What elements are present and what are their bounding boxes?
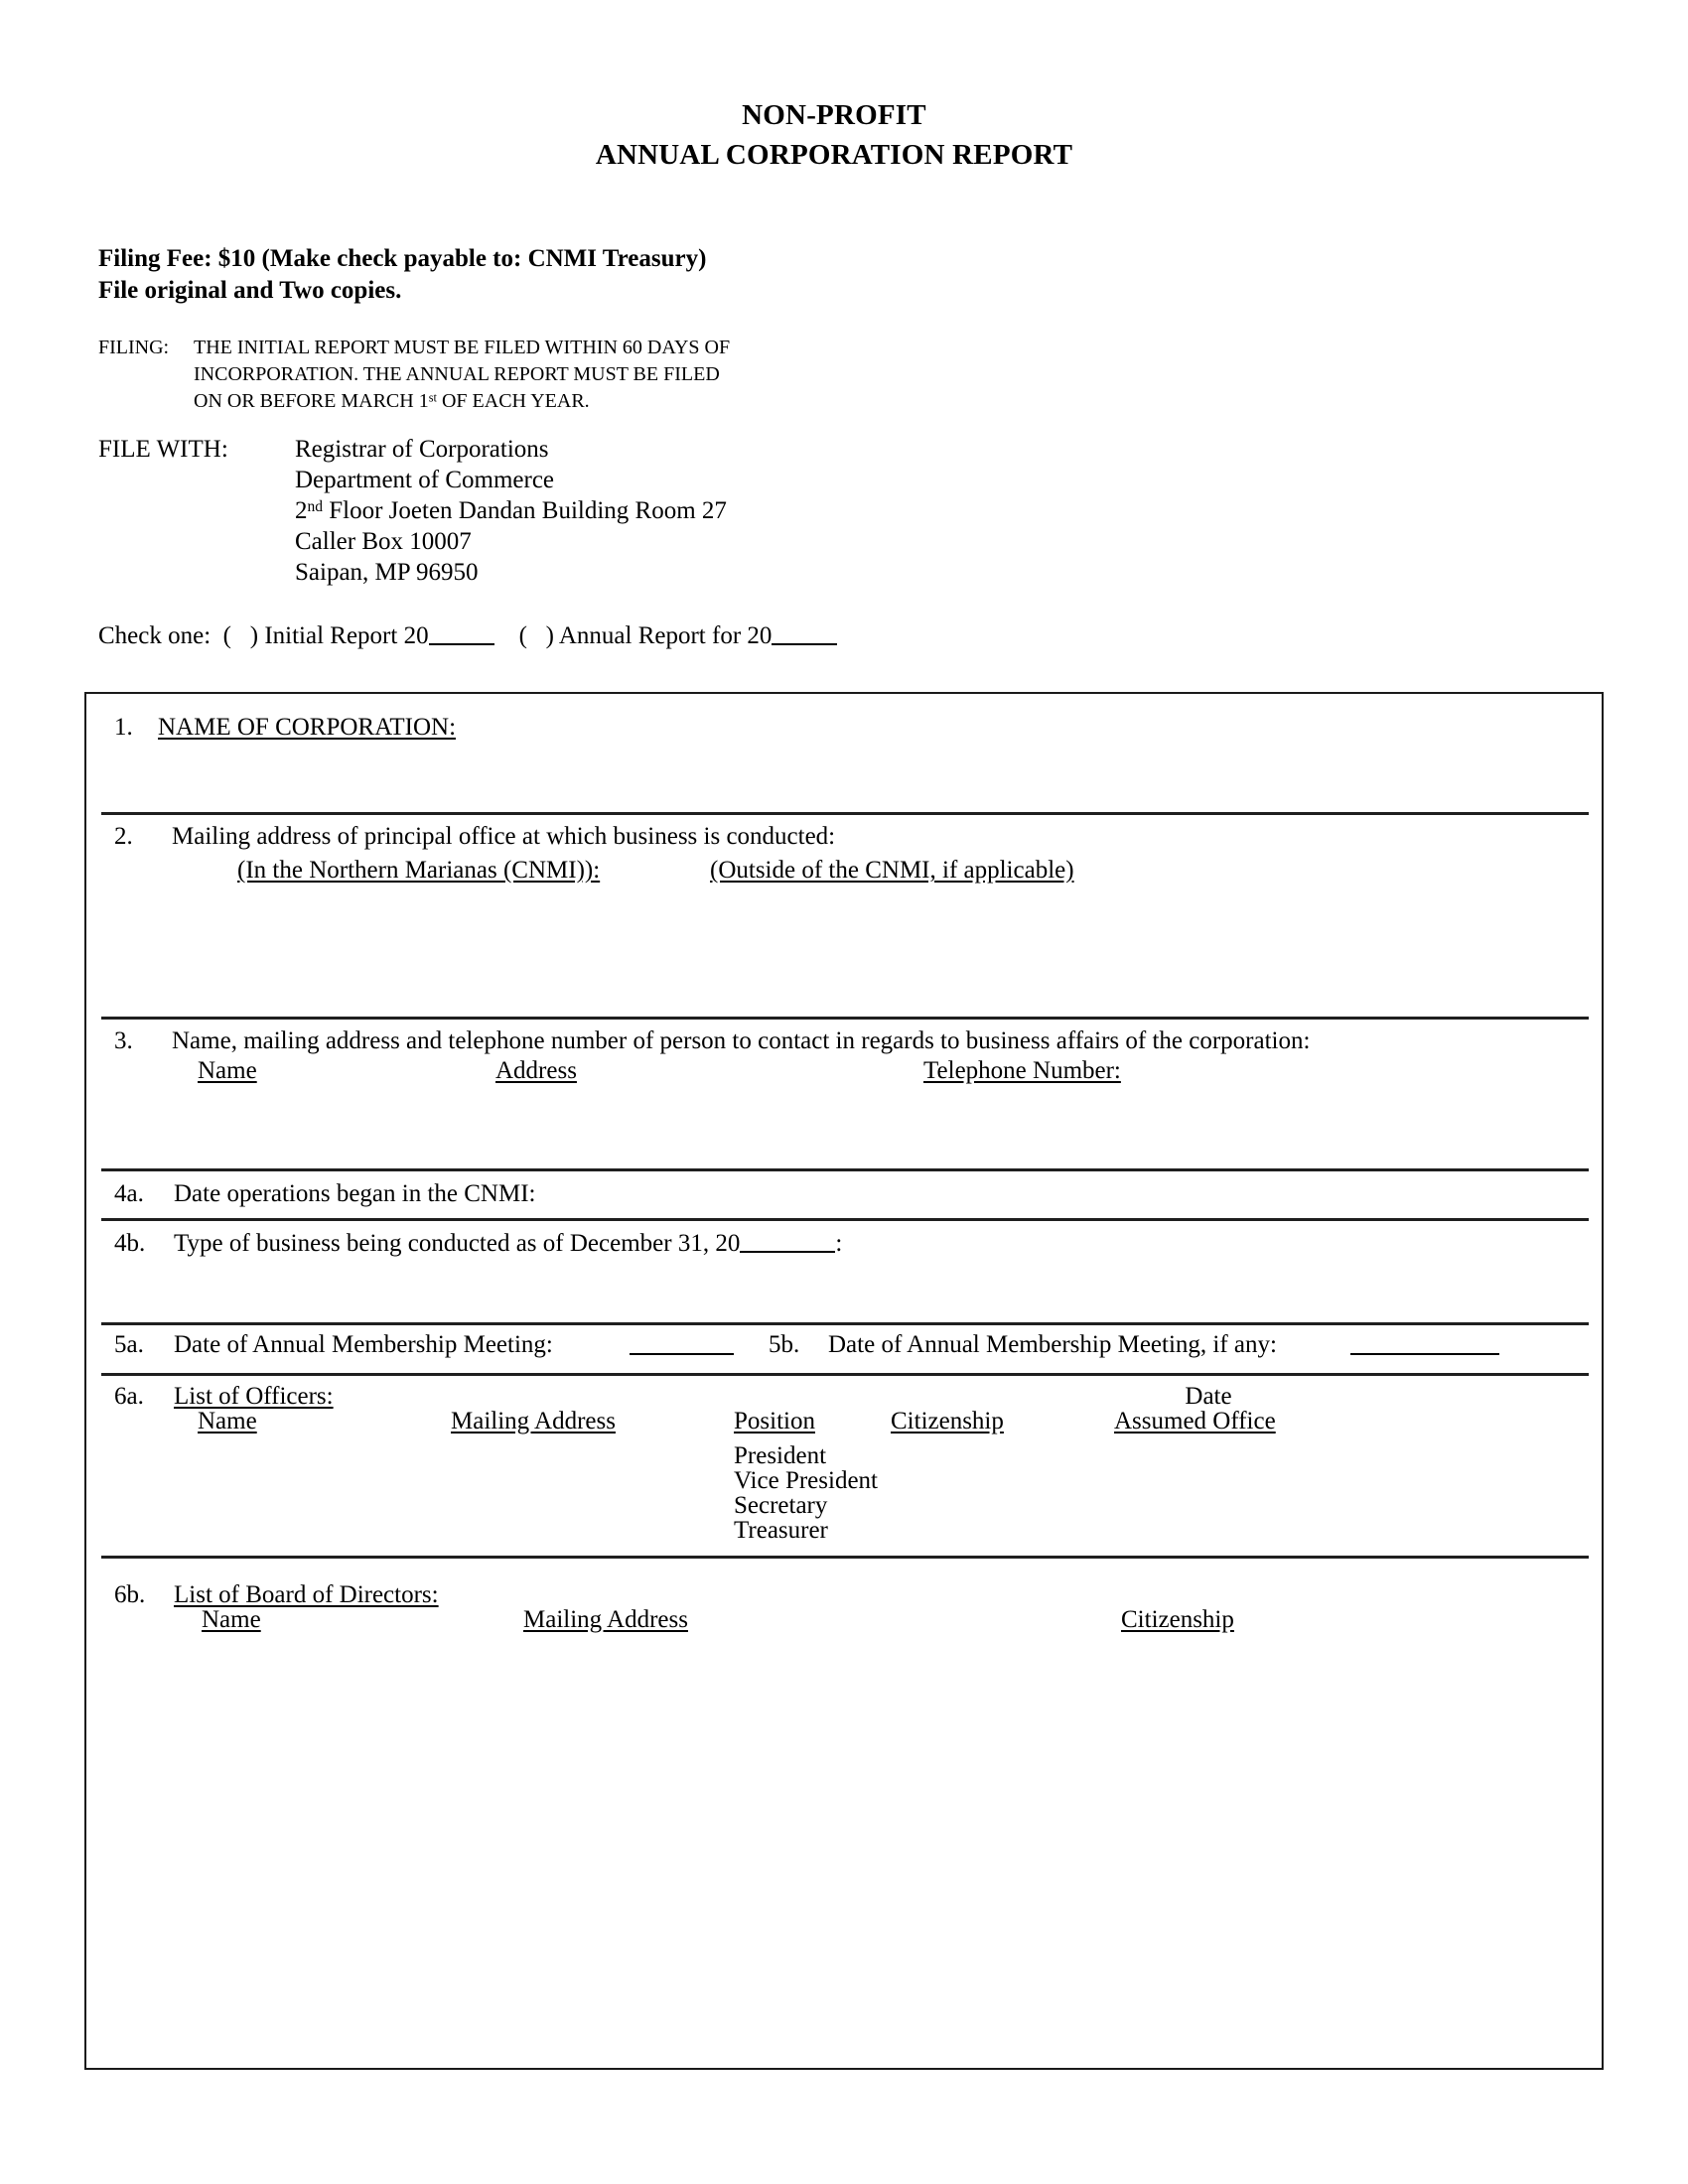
item4b-label-pre: Type of business being conducted as of December 31, 20 — [174, 1230, 741, 1257]
item6a-position-treasurer: Treasurer — [734, 1517, 828, 1544]
file-with-line3-pre: 2 — [295, 497, 308, 524]
item6a-header-assumed-office: Assumed Office — [1114, 1408, 1276, 1434]
file-with-line3-ordinal: nd — [307, 498, 323, 516]
item4b-label-post: : — [835, 1230, 843, 1257]
item4a-answer-area[interactable] — [603, 1178, 1566, 1212]
item2-label: Mailing address of principal office at which business is conducted: — [172, 823, 836, 850]
file-with-line3-post: Floor Joeten Dandan Building Room 27 — [323, 497, 727, 524]
document-title — [0, 95, 1688, 175]
item6a-citizenship-answer-area[interactable] — [881, 1438, 1566, 1548]
item5b-label: Date of Annual Membership Meeting, if any: — [828, 1331, 1277, 1358]
item6a-position-secretary: Secretary — [734, 1492, 828, 1519]
item2-number: 2. — [114, 823, 133, 850]
file-copies-line: File original and Two copies. — [98, 277, 402, 304]
file-with-block — [98, 434, 727, 588]
file-with-row — [98, 434, 727, 588]
filing-instructions-block — [98, 335, 730, 415]
item3-number: 3. — [114, 1027, 133, 1054]
rule-after-item3 — [101, 1168, 1589, 1171]
item5b-number: 5b. — [769, 1331, 800, 1358]
item3-header-address: Address — [495, 1057, 577, 1084]
check-one-prompt: Check one: — [98, 622, 211, 649]
item4a-number: 4a. — [114, 1180, 144, 1207]
item6a-label: List of Officers: — [174, 1383, 334, 1410]
initial-report-checkbox[interactable]: ( ) — [222, 622, 259, 649]
item5b-date-blank[interactable] — [1350, 1353, 1499, 1355]
item2-sublabel-cnmi: (In the Northern Marianas (CNMI)): — [237, 857, 601, 884]
rule-after-item6a — [101, 1556, 1589, 1559]
item3-label: Name, mailing address and telephone number of person to contact in regards to business affairs of the corporation: — [172, 1027, 1311, 1054]
initial-report-year-blank[interactable] — [429, 643, 494, 645]
item6a-header-name: Name — [198, 1408, 257, 1434]
item6a-names-answer-area[interactable] — [114, 1438, 710, 1548]
item3-header-telephone: Telephone Number: — [923, 1057, 1121, 1084]
item5a-date-blank[interactable] — [630, 1353, 734, 1355]
item4b-answer-area[interactable] — [114, 1266, 1574, 1317]
filing-line3-pre: ON OR BEFORE MARCH 1 — [194, 390, 429, 412]
item6a-number: 6a. — [114, 1383, 144, 1410]
item6a-header-position: Position — [734, 1408, 815, 1434]
item4b-number: 4b. — [114, 1230, 146, 1257]
item6b-header-name: Name — [202, 1606, 261, 1633]
item6a-position-vice-president: Vice President — [734, 1467, 878, 1494]
annual-report-year-blank[interactable] — [772, 643, 837, 645]
item1-label: NAME OF CORPORATION: — [158, 714, 457, 741]
item3-header-name: Name — [198, 1057, 257, 1084]
item2-sublabel-outside: (Outside of the CNMI, if applicable) — [710, 857, 1074, 884]
item6a-header-mailing-address: Mailing Address — [451, 1408, 616, 1434]
rule-after-item4b — [101, 1322, 1589, 1325]
rule-after-item4a — [101, 1218, 1589, 1221]
item6a-position-president: President — [734, 1442, 827, 1469]
item5a-label: Date of Annual Membership Meeting: — [174, 1331, 553, 1358]
item5a-number: 5a. — [114, 1331, 144, 1358]
item6b-header-citizenship: Citizenship — [1121, 1606, 1234, 1633]
filing-fee-block — [98, 243, 706, 307]
item6a-header-date-word: Date — [1185, 1383, 1232, 1410]
item4b-label — [174, 1228, 842, 1259]
check-one-row — [98, 620, 837, 652]
rule-after-item2 — [101, 1017, 1589, 1020]
annual-report-checkbox[interactable]: ( ) — [518, 622, 554, 649]
item2-answer-area[interactable] — [114, 892, 1574, 1010]
rule-after-item1 — [101, 812, 1589, 815]
filing-instructions-row-1 — [98, 335, 730, 361]
title-line-1: NON-PROFIT — [742, 99, 926, 131]
file-with-label: FILE WITH: — [98, 436, 228, 463]
file-with-line-5: Saipan, MP 96950 — [295, 559, 479, 586]
file-with-line-2: Department of Commerce — [295, 467, 555, 493]
item6b-header-mailing-address: Mailing Address — [523, 1606, 688, 1633]
initial-report-label: Initial Report 20 — [264, 622, 429, 649]
filing-instructions-line-2: INCORPORATION. THE ANNUAL REPORT MUST BE FILED — [194, 363, 720, 385]
item4a-label: Date operations began in the CNMI: — [174, 1180, 536, 1207]
file-with-address — [295, 434, 727, 588]
item6b-answer-area[interactable] — [114, 1643, 1574, 2050]
item6b-label: List of Board of Directors: — [174, 1581, 439, 1608]
file-with-line-3 — [295, 495, 727, 526]
file-with-line-4: Caller Box 10007 — [295, 528, 472, 555]
rule-after-item5 — [101, 1373, 1589, 1376]
item1-number: 1. — [114, 714, 133, 741]
filing-line3-ordinal: st — [428, 390, 437, 405]
item4b-year-blank[interactable] — [740, 1251, 835, 1253]
filing-label: FILING: — [98, 337, 170, 358]
item3-answer-area[interactable] — [114, 1093, 1574, 1162]
file-with-line-1: Registrar of Corporations — [295, 436, 549, 463]
filing-instructions-line-3 — [194, 388, 730, 415]
filing-line3-post: OF EACH YEAR. — [436, 390, 590, 412]
item6a-header-citizenship: Citizenship — [891, 1408, 1004, 1434]
filing-instructions-line-1: THE INITIAL REPORT MUST BE FILED WITHIN 60 DAYS OF — [194, 337, 731, 358]
form-box — [84, 692, 1604, 2070]
filing-fee-line: Filing Fee: $10 (Make check payable to: CNMI Treasury) — [98, 245, 707, 272]
item6b-number: 6b. — [114, 1581, 146, 1608]
annual-report-label: Annual Report for 20 — [558, 622, 773, 649]
item1-answer-area[interactable] — [114, 746, 1574, 807]
title-line-2: ANNUAL CORPORATION REPORT — [595, 139, 1073, 171]
